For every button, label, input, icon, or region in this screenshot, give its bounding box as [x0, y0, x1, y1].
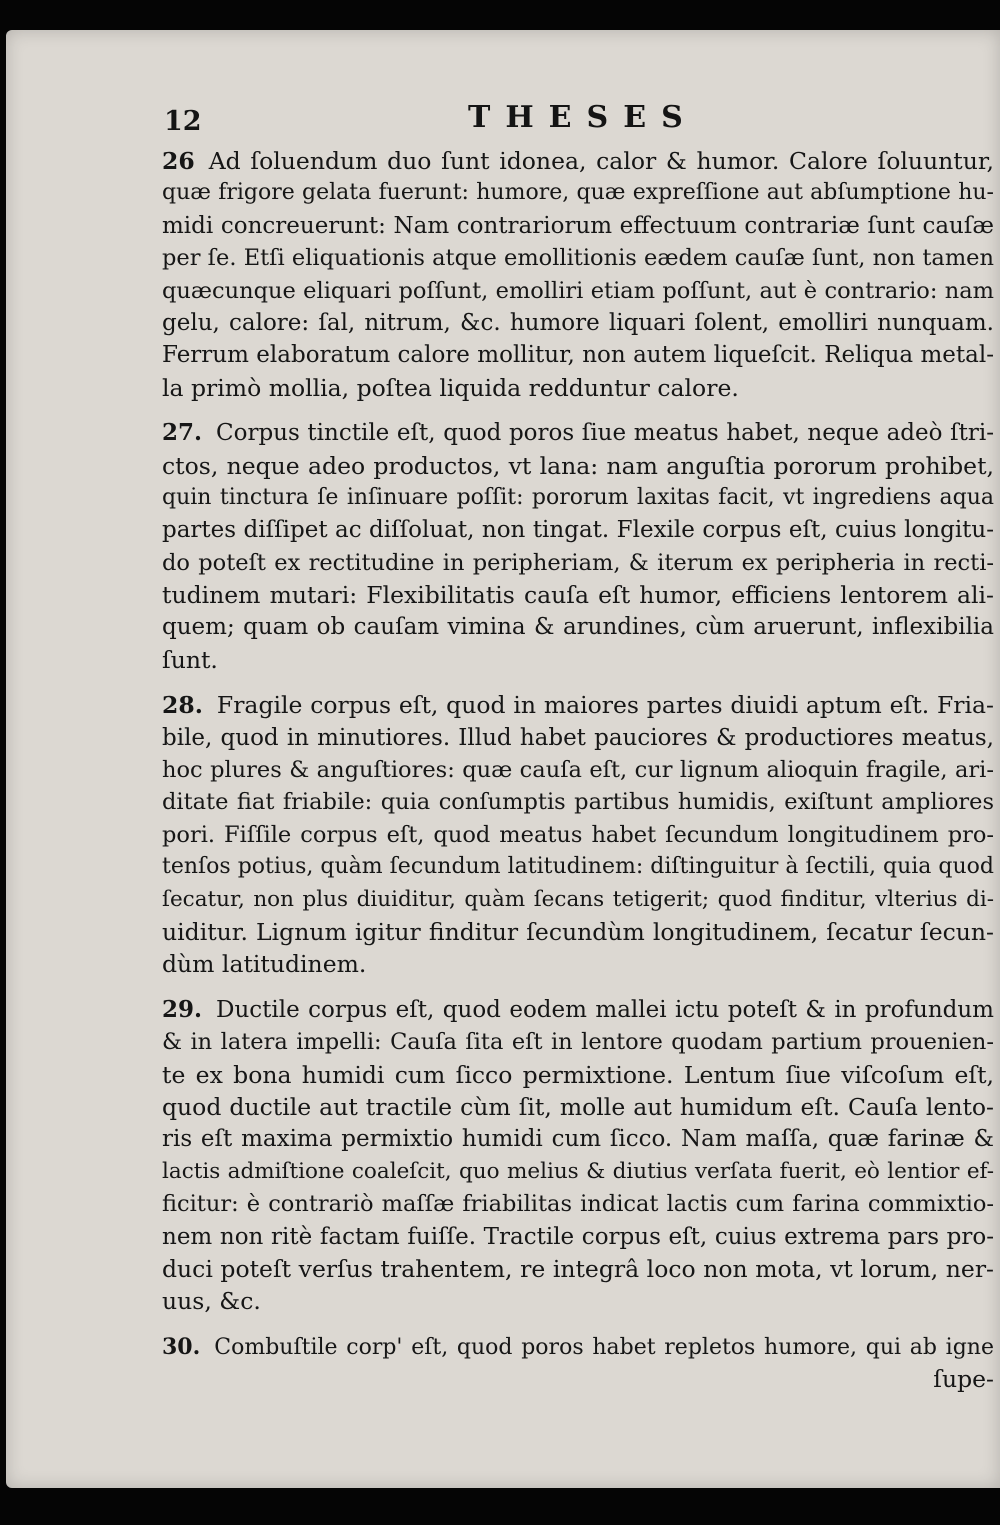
section-number: 27. [162, 419, 203, 447]
text-line: midi concreuerunt: Nam contrariorum effectuum contrariæ ſunt cauſæ [162, 212, 994, 239]
section-29 [162, 994, 994, 1318]
text-line: ſunt. [162, 645, 218, 674]
text-line: gelu, calore: ſal, nitrum, &c. humore liquari ſolent, emolliri nunquam. [162, 309, 994, 336]
text-line: 26 Ad ſoluendum duo ſunt idonea, calor & humor. Calore ſoluuntur, [162, 147, 994, 175]
text-line: do poteſt ex rectitudine in peripheriam, & iterum ex peripheria in recti- [162, 549, 994, 576]
text-line: 29. Ductile corpus eſt, quod eodem mallei ictu poteſt & in profundum [162, 995, 994, 1023]
body-text [162, 145, 994, 1408]
section-26 [162, 145, 994, 404]
section-27 [162, 417, 994, 676]
text-line: lactis admiſtione coaleſcit, quo melius & diutius verſata fuerit, eò lentior ef- [162, 1158, 994, 1184]
text-line: uus, &c. [162, 1287, 261, 1316]
text-line: la primò mollia, poſtea liquida redduntur calore. [162, 373, 739, 402]
text-line: quin tinctura ſe inſinuare poſſit: pororum laxitas facit, vt ingrediens aqua [162, 484, 994, 510]
section-number: 30. [162, 1333, 201, 1360]
section-number: 29. [162, 995, 203, 1023]
text-line: te ex bona humidi cum ſicco permixtione. Lentum ſiue viſcoſum eſt, [162, 1060, 994, 1089]
text-line: duci poteſt verſus trahentem, re integrâ loco non mota, vt lorum, ner- [162, 1254, 994, 1283]
page-header [6, 100, 1000, 140]
text-line: & in latera impelli: Cauſa ſita eſt in lentore quodam partium prouenien- [162, 1029, 994, 1056]
text-line: dùm latitudinem. [162, 950, 367, 979]
text-line: tenſos potius, quàm ſecundum latitudinem: diſtinguitur à ſectili, quia quod [162, 854, 994, 880]
section-28 [162, 689, 994, 981]
book-page [6, 30, 1000, 1488]
text-line: Ferrum elaboratum calore mollitur, non autem liqueſcit. Reliqua metal- [162, 342, 994, 369]
text-line: 27. Corpus tinctile eſt, quod poros ſiue meatus habet, neque adeò ſtri- [162, 419, 994, 447]
text-line: tudinem mutari: Flexibilitatis cauſa eſt humor, efficiens lentorem ali- [162, 581, 994, 610]
section-number: 28. [162, 691, 203, 720]
page-number: 12 [164, 106, 202, 137]
text-line: pori. Fiſſile corpus eſt, quod meatus habet ſecundum longitudinem pro- [162, 821, 994, 848]
text-line: bile, quod in minutiores. Illud habet pauciores & productiores meatus, [162, 724, 994, 751]
text-line: partes diſſipet ac diſſoluat, non tingat. Flexile corpus eſt, cuius longitu- [162, 517, 994, 544]
text-line: 28. Fragile corpus eſt, quod in maiores partes diuidi aptum eſt. Fria- [162, 691, 994, 720]
text-line: ſecatur, non plus diuiditur, quàm ſecans tetigerit; quod finditur, vlterius di- [162, 886, 994, 912]
text-line: nem non ritè factam fuiſſe. Tractile corpus eſt, cuius extrema pars pro- [162, 1223, 994, 1250]
running-head: THESES [468, 100, 698, 135]
text-line: quem; quam ob cauſam vimina & arundines, cùm aruerunt, inflexibilia [162, 614, 994, 641]
text-line: per ſe. Etſi eliquationis atque emollitionis eædem cauſæ ſunt, non tamen [162, 245, 994, 272]
text-line: quod ductile aut tractile cùm ſit, molle aut humidum eſt. Cauſa lento- [162, 1092, 994, 1121]
text-line: uiditur. Lignum igitur finditur ſecundùm longitudinem, ſecatur ſecun- [162, 917, 994, 946]
catchword: ſupe- [933, 1365, 994, 1394]
text-line: ctos, neque adeo productos, vt lana: nam anguſtia pororum prohibet, [162, 451, 994, 480]
text-line: quæcunque eliquari poſſunt, emolliri etiam poſſunt, aut è contrario: nam [162, 277, 994, 304]
text-line: quæ frigore gelata fuerunt: humore, quæ expreſſione aut abſumptione hu- [162, 180, 994, 206]
text-line: ris eſt maxima permixtio humidi cum ſicco. Nam maſſa, quæ farinæ & [162, 1126, 994, 1153]
section-number: 26 [162, 147, 195, 175]
text-line: hoc plures & anguſtiores: quæ cauſa eſt, cur lignum alioquin fragile, ari- [162, 757, 994, 784]
text-line: ditate fiat friabile: quia conſumptis partibus humidis, exiſtunt ampliores [162, 789, 994, 816]
section-30 [162, 1331, 994, 1396]
text-line: ficitur: è contrariò maſſæ friabilitas indicat lactis cum farina commixtio- [162, 1191, 994, 1218]
text-line: 30. Combuſtile corp' eſt, quod poros habet repletos humore, qui ab igne [162, 1333, 994, 1360]
